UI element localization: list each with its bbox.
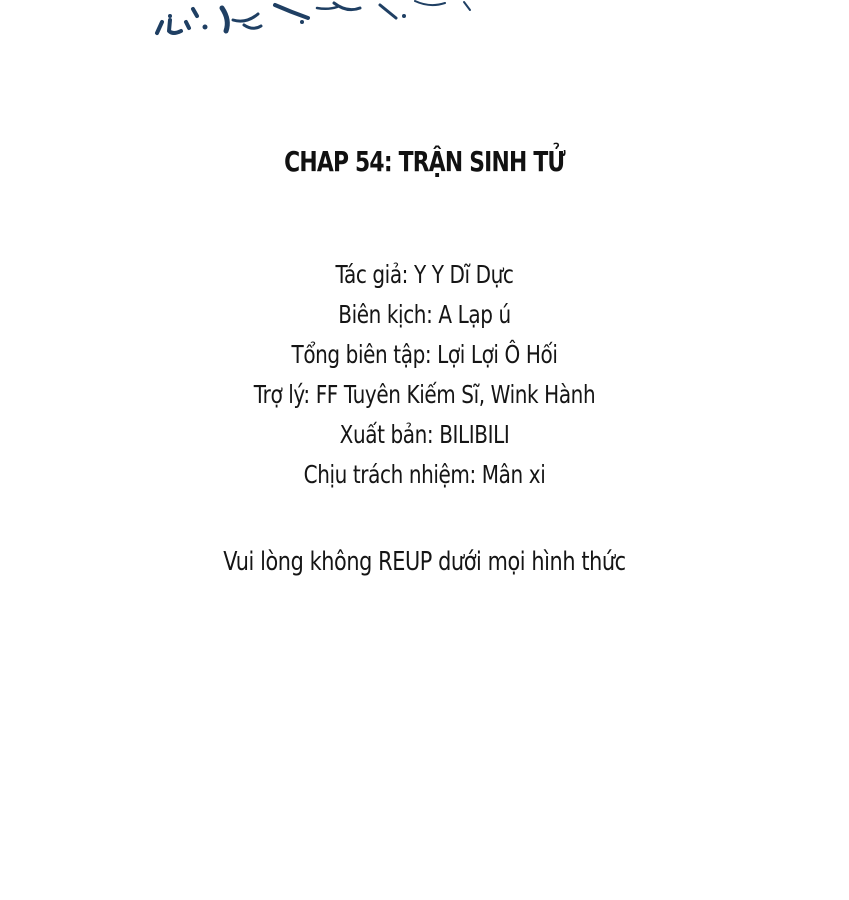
credit-responsible: Chịu trách nhiệm: Mân xi bbox=[303, 460, 546, 489]
credit-publisher: Xuất bản: BILIBILI bbox=[339, 420, 510, 449]
reupload-notice: Vui lòng không REUP dưới mọi hình thức bbox=[223, 547, 626, 577]
credit-screenwriter: Biên kịch: A Lạp ú bbox=[338, 300, 511, 329]
credit-assistants: Trợ lý: FF Tuyên Kiếm Sĩ, Wink Hành bbox=[253, 380, 596, 409]
credit-editor-in-chief: Tổng biên tập: Lợi Lợi Ô Hối bbox=[291, 340, 558, 369]
logo-fragment-icon bbox=[150, 0, 480, 42]
credit-author: Tác giả: Y Y Dĩ Dực bbox=[335, 260, 514, 289]
chapter-title: CHAP 54: TRẬN SINH TỬ bbox=[284, 145, 565, 178]
credits-list bbox=[0, 255, 849, 495]
